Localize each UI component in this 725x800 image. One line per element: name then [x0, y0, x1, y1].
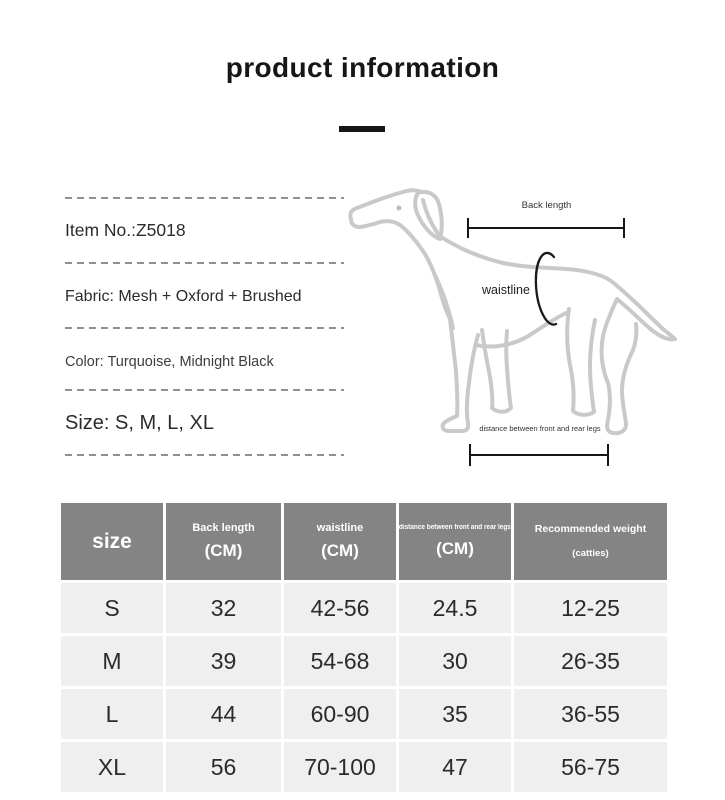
- cell-back-length: 56: [166, 742, 281, 792]
- cell-back-length: 32: [166, 583, 281, 633]
- col-header-label: size: [92, 529, 132, 553]
- dog-outline-illustration: [345, 178, 710, 478]
- cell-size: XL: [61, 742, 163, 792]
- col-header-unit: (CM): [436, 538, 474, 558]
- col-header-leg-distance: [399, 503, 511, 580]
- dog-eye: [397, 206, 402, 211]
- leg-distance-tick-left: [469, 444, 471, 466]
- col-header-label: Back length: [192, 521, 255, 534]
- cell-size: L: [61, 689, 163, 739]
- cell-distance: 30: [399, 636, 511, 686]
- page-title: product information: [225, 52, 500, 83]
- waistline-arc: [536, 253, 556, 325]
- back-length-label: Back length: [521, 200, 572, 211]
- col-header-label: waistline: [316, 521, 364, 534]
- waistline-label: waistline: [482, 283, 530, 297]
- divider-dashed: [65, 454, 344, 456]
- col-header-unit: (catties): [572, 547, 609, 559]
- divider-dashed: [65, 262, 344, 264]
- cell-waistline: 70-100: [284, 742, 396, 792]
- cell-weight: 36-55: [514, 689, 667, 739]
- divider-dashed: [65, 197, 344, 199]
- cell-weight: 56-75: [514, 742, 667, 792]
- col-header-label: distance between front and rear legs: [398, 524, 512, 532]
- col-header-back-length: [166, 503, 281, 580]
- back-length-measure-line: [468, 227, 625, 229]
- back-length-tick-right: [623, 218, 625, 238]
- fabric-text: Fabric: Mesh + Oxford + Brushed: [65, 288, 302, 305]
- divider-dashed: [65, 389, 344, 391]
- item-number-text: Item No.:Z5018: [65, 220, 186, 240]
- cell-back-length: 39: [166, 636, 281, 686]
- color-text: Color: Turquoise, Midnight Black: [65, 354, 274, 370]
- cell-waistline: 42-56: [284, 583, 396, 633]
- col-header-waistline: [284, 503, 396, 580]
- col-header-size: [61, 503, 163, 580]
- title-underline: [339, 126, 385, 132]
- divider-dashed: [65, 327, 344, 329]
- cell-distance: 47: [399, 742, 511, 792]
- leg-distance-tick-right: [607, 444, 609, 466]
- cell-waistline: 54-68: [284, 636, 396, 686]
- back-length-tick-left: [467, 218, 469, 238]
- col-header-label: Recommended weight: [534, 523, 647, 536]
- col-header-unit: (CM): [321, 541, 359, 561]
- cell-distance: 24.5: [399, 583, 511, 633]
- size-chart-table: [61, 503, 667, 792]
- cell-waistline: 60-90: [284, 689, 396, 739]
- size-text: Size: S, M, L, XL: [65, 412, 214, 434]
- cell-size: S: [61, 583, 163, 633]
- cell-back-length: 44: [166, 689, 281, 739]
- col-header-recommended-weight: [514, 503, 667, 580]
- cell-size: M: [61, 636, 163, 686]
- cell-weight: 12-25: [514, 583, 667, 633]
- leg-distance-label: distance between front and rear legs: [479, 424, 601, 433]
- leg-distance-measure-line: [470, 454, 608, 456]
- cell-distance: 35: [399, 689, 511, 739]
- col-header-unit: (CM): [204, 541, 243, 561]
- cell-weight: 26-35: [514, 636, 667, 686]
